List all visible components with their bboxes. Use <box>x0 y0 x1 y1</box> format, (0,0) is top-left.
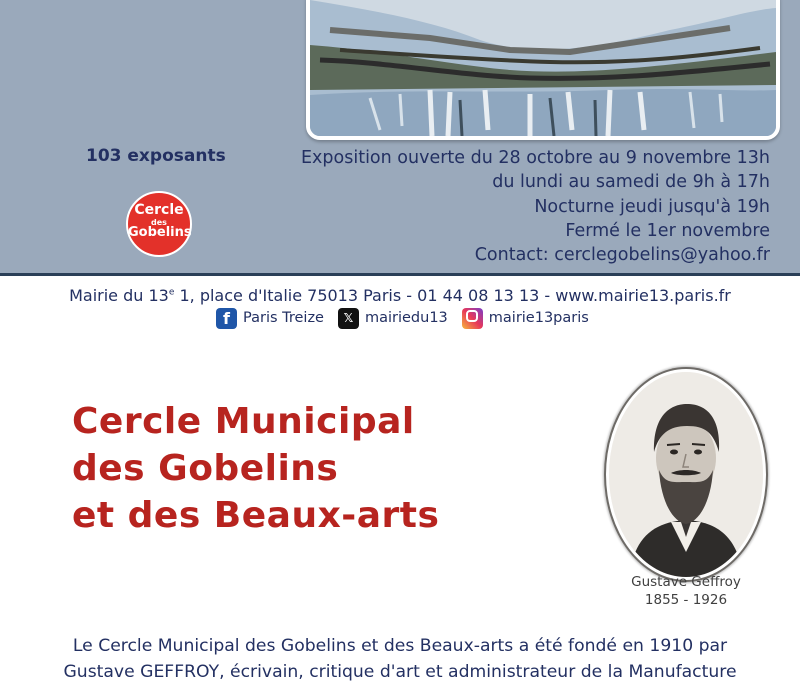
facebook-handle[interactable]: Paris Treize <box>243 310 324 326</box>
portrait-image <box>606 369 766 580</box>
portrait-years: 1855 - 1926 <box>644 592 728 608</box>
section-divider <box>0 273 800 276</box>
logo-line1: Cercle <box>134 202 184 218</box>
address-sup: e <box>168 287 175 298</box>
instagram-icon[interactable] <box>462 308 483 329</box>
painting-image <box>306 0 780 140</box>
title-line-1: Cercle Municipal <box>72 401 415 442</box>
info-nocturne: Nocturne jeudi jusqu'à 19h <box>534 196 770 217</box>
instagram-handle[interactable]: mairie13paris <box>488 310 589 326</box>
address-rest: 1, place d'Italie 75013 Paris - 01 44 08 13 13 - www.mairie13.paris.fr <box>174 286 731 305</box>
facebook-icon[interactable]: f <box>216 308 237 329</box>
page-title <box>72 398 439 539</box>
logo-line3: Gobelins <box>128 225 192 240</box>
history-paragraph <box>0 633 800 685</box>
social-links <box>216 307 589 329</box>
exhibition-info <box>301 146 770 267</box>
x-handle[interactable]: mairiedu13 <box>364 310 448 326</box>
title-line-3: et des Beaux-arts <box>72 495 440 536</box>
info-hours: du lundi au samedi de 9h à 17h <box>492 172 770 193</box>
portrait-name: Gustave Geffroy <box>631 574 741 590</box>
portrait-caption <box>612 573 760 609</box>
exposants-count: 103 exposants <box>86 146 226 166</box>
address-prefix: Mairie du 13 <box>69 286 169 305</box>
paragraph-line-1: Le Cercle Municipal des Gobelins et des Beaux-arts a été fondé en 1910 par <box>72 636 728 656</box>
info-contact: Contact: cerclegobelins@yahoo.fr <box>474 245 770 266</box>
paragraph-line-2: Gustave GEFFROY, écrivain, critique d'art et administrateur de la Manufacture <box>63 662 737 682</box>
info-dates: Exposition ouverte du 28 octobre au 9 novembre 13h <box>301 148 770 168</box>
title-line-2: des Gobelins <box>72 448 339 489</box>
cercle-gobelins-logo <box>126 191 192 257</box>
mairie-address <box>0 286 800 305</box>
x-icon[interactable]: 𝕏 <box>338 308 359 329</box>
info-closed: Fermé le 1er novembre <box>565 220 770 241</box>
logo-line2: des <box>151 218 167 227</box>
